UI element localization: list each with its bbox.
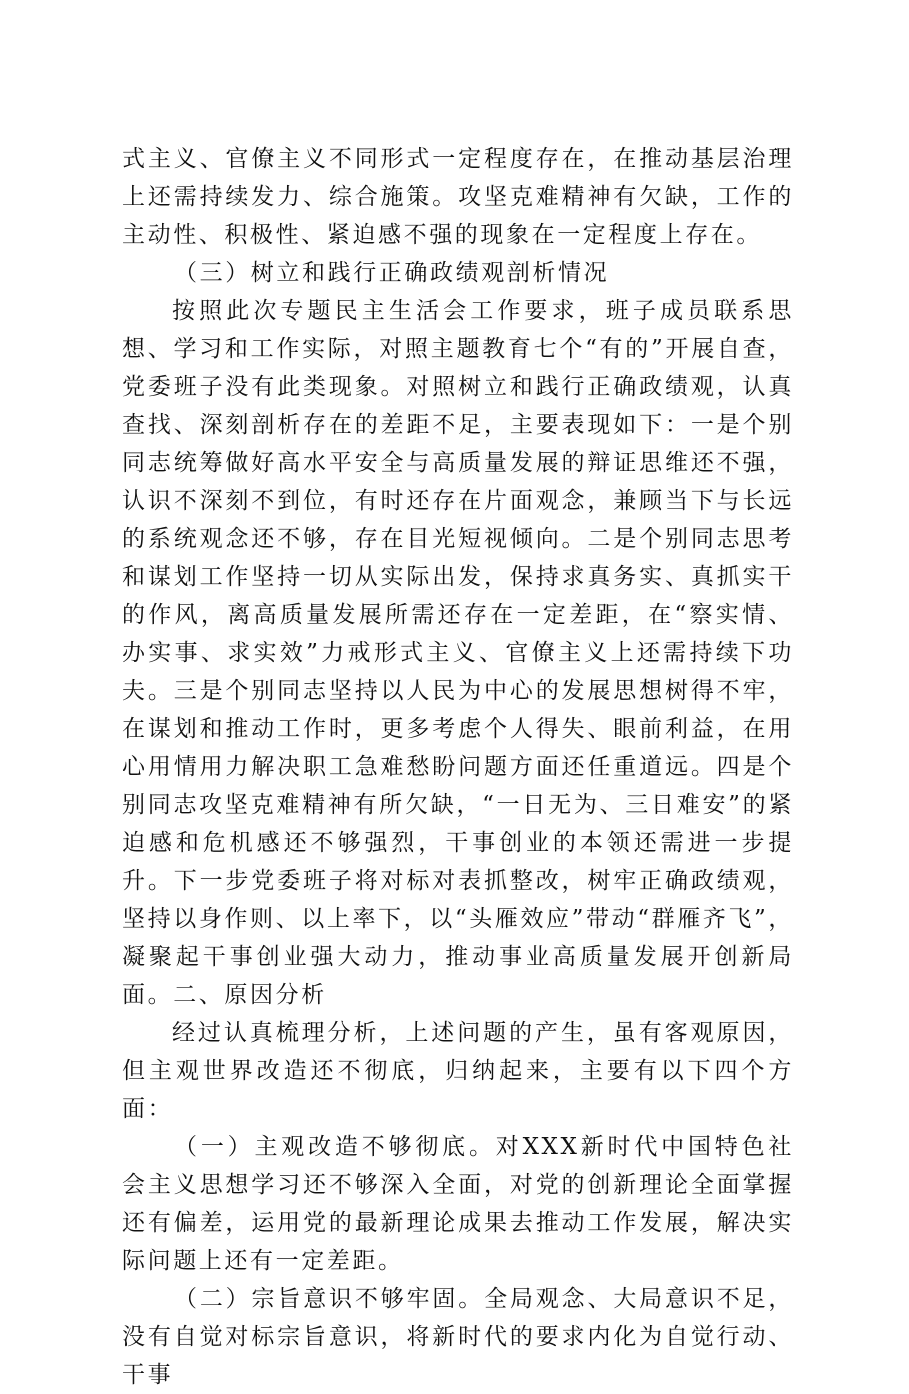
paragraph-cause-one: （一）主观改造不够彻底。对XXX新时代中国特色社会主义思想学习还不够深入全面，对党的创新理论全面掌握还有偏差，运用党的最新理论成果去推动工作发展，解决实际问题上还有一定差距。 [122, 1134, 794, 1274]
paragraph-cause-two: （二）宗旨意识不够牢固。全局观念、大局意识不足，没有自觉对标宗旨意识，将新时代的要求内化为自觉行动、干事 [122, 1286, 794, 1388]
paragraph-cause-intro: 经过认真梳理分析，上述问题的产生，虽有客观原因，但主观世界改造还不彻底，归纳起来，主要有以下四个方面： [122, 1020, 794, 1122]
paragraph-political-performance: 按照此次专题民主生活会工作要求，班子成员联系思想、学习和工作实际，对照主题教育七个“有的”开展自查，党委班子没有此类现象。对照树立和践行正确政绩观，认真查找、深刻剖析存在的差距不足，主要表现如下：一是个别同志统筹做好高水平安全与高质量发展的辩证思维还不强，认识不深刻不到位，有时还存在片面观念，兼顾当下与长远的系统观念还不够，存在目光短视倾向。二是个别同志思考和谋划工作坚持一切从实际出发，保持求真务实、真抓实干的作风，离高质量发展所需还存在一定差距，在“察实情、办实事、求实效”力戒形式主义、官僚主义上还需持续下功夫。三是个别同志坚持以人民为中心的发展思想树得不牢，在谋划和推动工作时，更多考虑个人得失、眼前利益，在用心用情用力解决职工急难愁盼问题方面还任重道远。四是个别同志攻坚克难精神有所欠缺，“一日无为、三日难安”的紧迫感和危机感还不够强烈，干事创业的本领还需进一步提升。下一步党委班子将对标对表抓整改，树牢正确政绩观，坚持以身作则、以上率下，以“头雁效应”带动“群雁齐飞”，凝聚起干事创业强大动力，推动事业高质量发展开创新局面。二、原因分析 [122, 298, 794, 1008]
section-heading-three: （三）树立和践行正确政绩观剖析情况 [174, 260, 610, 286]
paragraph-continuation: 式主义、官僚主义不同形式一定程度存在，在推动基层治理上还需持续发力、综合施策。攻坚克难精神有欠缺，工作的主动性、积极性、紧迫感不强的现象在一定程度上存在。 [122, 146, 794, 248]
document-body [122, 140, 794, 1394]
